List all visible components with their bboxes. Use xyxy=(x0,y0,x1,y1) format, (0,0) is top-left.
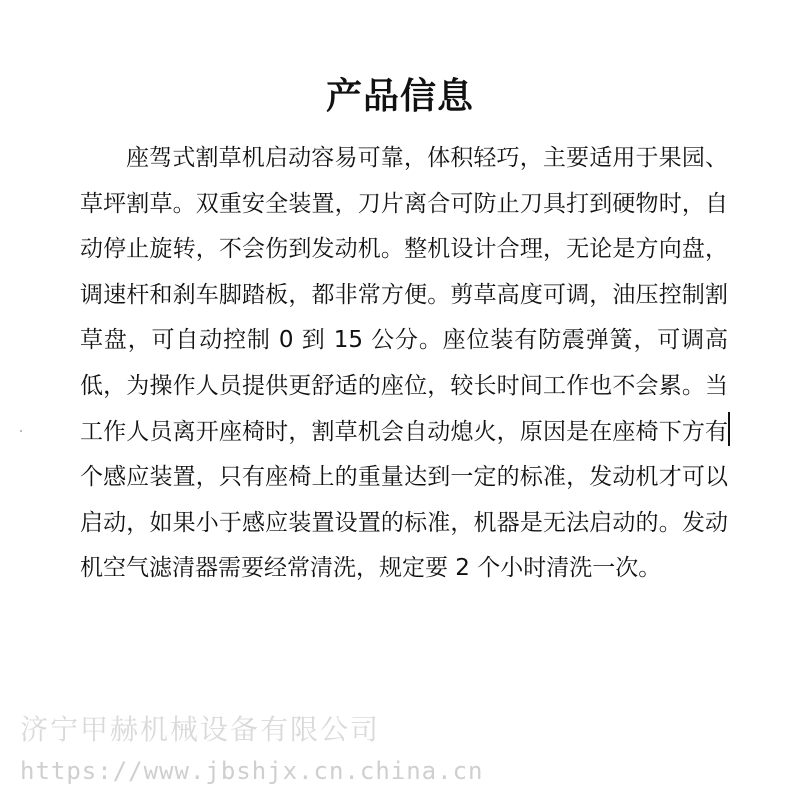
text-cursor xyxy=(728,412,730,446)
product-description: 座驾式割草机启动容易可靠，体积轻巧，主要适用于果园、草坪割草。双重安全装置，刀片离合可防止刀具打到硬物时，自动停止旋转，不会伤到发动机。整机设计合理，无论是方向盘，调速杆和刹车脚踏板，都非常方便。剪草高度可调，油压控制割草盘，可自动控制 0 到 15 公分。座位装有防震弹簧，可调高低，为操作人员提供更舒适的座位，较长时间工作也不会累。当工作人员离开座椅时，割草机会自动熄火，原因是在座椅下方有个感应装置，只有座椅上的重量达到一定的标准，发动机才可以启动，如果小于感应装置设置的标准，机器是无法启动的。发动机空气滤清器需要经常清洗，规定要 2 个小时清洗一次。 xyxy=(80,145,728,582)
margin-dot xyxy=(20,430,22,432)
watermark-company: 济宁甲赫机械设备有限公司 xyxy=(20,713,381,746)
page-title: 产品信息 xyxy=(325,75,474,117)
watermark-url: https://www.jbshjx.cn.china.cn xyxy=(20,757,484,785)
